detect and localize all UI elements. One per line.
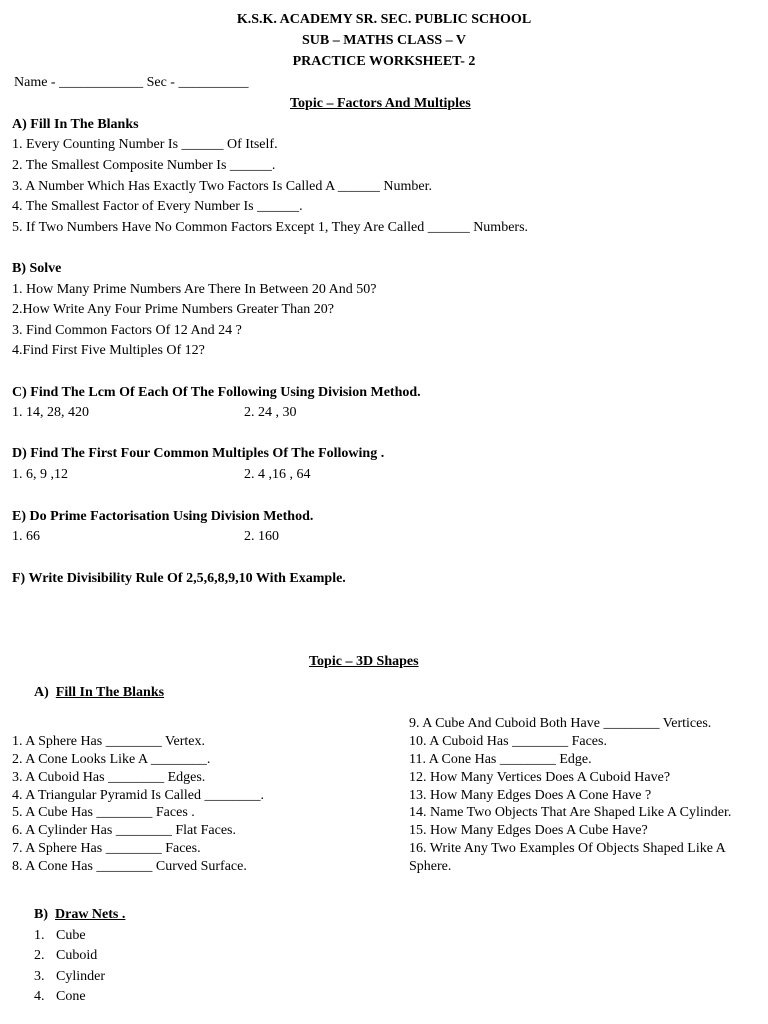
list-item: 13. How Many Edges Does A Cone Have ? (409, 788, 652, 803)
list-item: 3. Find Common Factors Of 12 And 24 ? (12, 323, 242, 338)
list-number: 2. (34, 948, 45, 963)
list-item: 2. A Cone Looks Like A ________. (12, 752, 211, 767)
list-item (34, 989, 86, 1006)
list-item: 14. Name Two Objects That Are Shaped Like A Cylinder. (409, 805, 732, 820)
list-item: 2. The Smallest Composite Number Is ______. (12, 158, 276, 173)
name-section-line: Name - ____________ Sec - __________ (14, 75, 249, 90)
section-title: Fill In The Blanks (55, 685, 165, 700)
list-item: 4. A Triangular Pyramid Is Called ________. (12, 788, 264, 803)
list-item: 1. 66 (12, 529, 40, 544)
list-item: 5. If Two Numbers Have No Common Factors Except 1, They Are Called ______ Numbers. (12, 220, 529, 235)
list-item (34, 948, 97, 965)
list-item: 1. 6, 9 ,12 (12, 467, 68, 482)
list-item: 3. A Number Which Has Exactly Two Factors Is Called A ______ Number. (12, 179, 433, 194)
list-item: 2. 24 , 30 (244, 405, 297, 420)
list-item: 15. How Many Edges Does A Cube Have? (409, 823, 648, 838)
list-item: 2. 160 (244, 529, 279, 544)
section-title: Draw Nets . (55, 907, 126, 922)
list-item: 6. A Cylinder Has ________ Flat Faces. (12, 823, 236, 838)
section-d-title: D) Find The First Four Common Multiples Of The Following . (12, 446, 385, 461)
list-item: 16. Write Any Two Examples Of Objects Shaped Like A (409, 841, 726, 856)
list-item: 7. A Sphere Has ________ Faces. (12, 841, 201, 856)
list-number: 1. (34, 928, 45, 943)
list-item: 4.Find First Five Multiples Of 12? (12, 343, 205, 358)
list-item: 5. A Cube Has ________ Faces . (12, 805, 195, 820)
list-text: Cylinder (56, 969, 105, 984)
section-a-title: A) Fill In The Blanks (12, 117, 139, 132)
list-item: 10. A Cuboid Has ________ Faces. (409, 734, 607, 749)
list-item: 1. Every Counting Number Is ______ Of Itself. (12, 137, 278, 152)
list-item (34, 969, 105, 986)
section-e-title: E) Do Prime Factorisation Using Division Method. (12, 509, 314, 524)
school-name: K.S.K. ACADEMY SR. SEC. PUBLIC SCHOOL (236, 12, 532, 27)
shapes-section-a-heading (34, 685, 164, 702)
list-item: 1. 14, 28, 420 (12, 405, 89, 420)
list-number: 4. (34, 989, 45, 1004)
subject-line: SUB – MATHS CLASS – V (301, 33, 467, 48)
list-item: 3. A Cuboid Has ________ Edges. (12, 770, 206, 785)
section-b-title: B) Solve (12, 261, 62, 276)
topic-3d-shapes-title: Topic – 3D Shapes (309, 654, 419, 669)
list-item: 2.How Write Any Four Prime Numbers Greater Than 20? (12, 302, 335, 317)
list-item: Sphere. (409, 859, 452, 874)
worksheet-title: PRACTICE WORKSHEET- 2 (292, 54, 476, 69)
list-item: 4. The Smallest Factor of Every Number Is ______. (12, 199, 303, 214)
section-c-title: C) Find The Lcm Of Each Of The Following Using Division Method. (12, 385, 421, 400)
list-item: 11. A Cone Has ________ Edge. (409, 752, 592, 767)
list-text: Cube (56, 928, 86, 943)
list-number: 3. (34, 969, 45, 984)
topic-factors-title: Topic – Factors And Multiples (290, 96, 471, 111)
list-text: Cuboid (56, 948, 98, 963)
list-item: 1. A Sphere Has ________ Vertex. (12, 734, 205, 749)
list-item (34, 928, 86, 945)
list-item: 9. A Cube And Cuboid Both Have ________ Vertices. (409, 716, 712, 731)
section-label: B) (34, 907, 48, 922)
list-text: Cone (56, 989, 86, 1004)
list-item: 1. How Many Prime Numbers Are There In Between 20 And 50? (12, 282, 377, 297)
list-item: 12. How Many Vertices Does A Cuboid Have? (409, 770, 671, 785)
shapes-section-b-heading (34, 907, 125, 924)
section-f-title: F) Write Divisibility Rule Of 2,5,6,8,9,10 With Example. (12, 571, 346, 586)
list-item: 8. A Cone Has ________ Curved Surface. (12, 859, 247, 874)
list-item: 2. 4 ,16 , 64 (244, 467, 311, 482)
section-label: A) (34, 685, 49, 700)
